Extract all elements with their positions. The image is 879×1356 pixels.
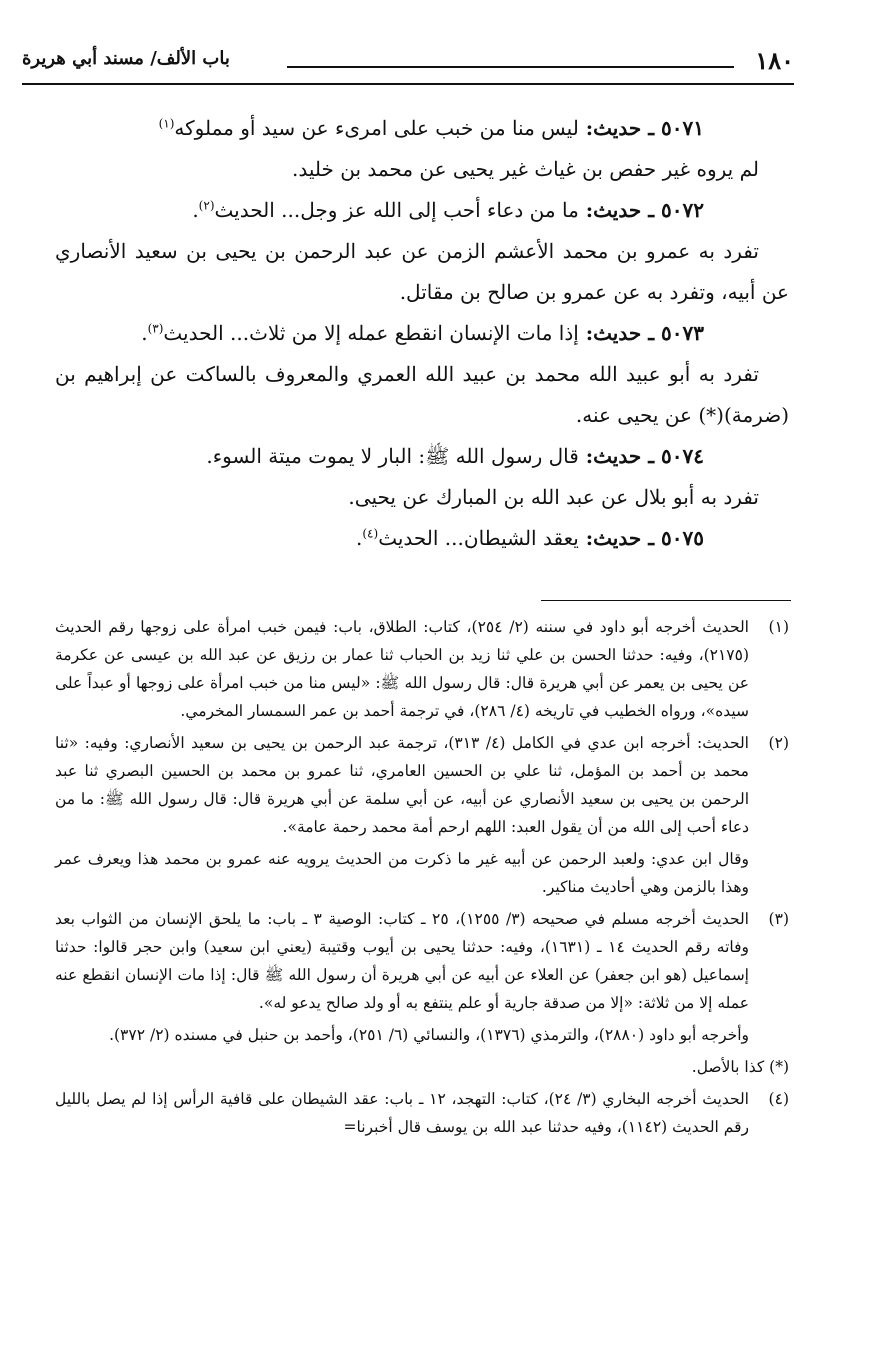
hadith-entry: ٥٠٧٤ ـ حديث: قال رسول الله ﷺ: البار لا يموت ميتة السوء. <box>206 444 704 468</box>
header-line <box>287 66 734 68</box>
footnote-marker: (٤) <box>768 1090 789 1108</box>
footnote-ref: (٢) <box>198 198 215 213</box>
footnote-text: وقال ابن عدي: ولعبد الرحمن عن أبيه غير ما ذكرت من الحديث يرويه عنه عمرو بن محمد هذا ويعرف عمر وهذا بالزمن وهي أحاديث مناكير. <box>55 850 749 896</box>
hadith-entry: ٥٠٧١ ـ حديث: ليس منا من خبب على امرىء عن سيد أو مملوكه$^{(١)}$ <box>158 116 704 140</box>
footnote-item <box>55 905 789 1049</box>
comment-paragraph: لم يروه غير حفص بن غياث غير يحيى عن محمد بن خليد. <box>291 157 759 181</box>
footnote-separator <box>541 600 791 601</box>
hadith-number: ٥٠٧٤ <box>661 444 704 468</box>
footnote-ref: (٤) <box>362 526 379 541</box>
hadith-entry: ٥٠٧٣ ـ حديث: إذا مات الإنسان انقطع عمله إلا من ثلاث... الحديث$^{(٣)}$. <box>141 321 704 345</box>
hadith-text: يعقد الشيطان... الحديث <box>378 526 579 550</box>
hadith-label: حديث <box>593 116 642 140</box>
hadith-label: حديث <box>593 444 642 468</box>
footnote-text: الحديث أخرجه أبو داود في سننه (٢/ ٢٥٤)، كتاب: الطلاق، باب: فيمن خبب امرأة على زوجها رقم الحديث (٢١٧٥)، وفيه: حدثنا الحسن بن علي ثنا زيد بن الحباب ثنا عمار بن رزيق عن عبد الله بن عيسى عن عكرمة عن يحيى بن يعمر عن أبي هريرة قال: قال رسول الله ﷺ: «ليس منا من خبب امرأة على زوجها أو عبداً على سيده»، ورواه الخطيب في تاريخه (٤/ ٢٨٦)، في ترجمة أحمد بن عمر السمسار المخرمي. <box>55 618 749 720</box>
page-number: ١٨٠ <box>755 46 794 75</box>
comment-paragraph: تفرد به عمرو بن محمد الأعشم الزمن عن عبد الرحمن بن يحيى بن سعيد الأنصاري عن أبيه، وتفرد به عن عمرو بن صالح بن مقاتل. <box>55 239 789 304</box>
hadith-entry: ٥٠٧٥ ـ حديث: يعقد الشيطان... الحديث$^{(٤)}$. <box>356 526 704 550</box>
footnote-item <box>55 729 789 901</box>
hadith-number: ٥٠٧٣ <box>661 321 704 345</box>
footnote-marker: (١) <box>768 618 789 636</box>
hadith-label: حديث <box>593 321 642 345</box>
footnote-text: الحديث: أخرجه ابن عدي في الكامل (٤/ ٣١٣)، ترجمة عبد الرحمن بن يحيى بن سعيد الأنصاري: وفيه: «ثنا محمد بن أحمد بن المؤمل، ثنا علي بن الحسين العامري، ثنا عمرو بن محمد بن الحسين البصري ثنا عبد الرحمن بن يحيى بن سعيد الأنصاري عن أبيه، عن أبي سلمة عن أبي هريرة قال: قال رسول الله ﷺ: ما من دعاء أحب إلى الله من أن يقول العبد: اللهم ارحم أمة محمد رحمة عامة». <box>55 734 749 836</box>
footnote-item <box>55 1053 789 1081</box>
hadith-number: ٥٠٧٥ <box>661 526 704 550</box>
footnote-marker: (٢) <box>768 734 789 752</box>
comment-paragraph: تفرد به أبو بلال عن عبد الله بن المبارك عن يحيى. <box>348 485 759 509</box>
footnote-ref: (١) <box>158 116 175 131</box>
header-rule <box>22 83 794 85</box>
hadith-entry: ٥٠٧٢ ـ حديث: ما من دعاء أحب إلى الله عز وجل... الحديث$^{(٢)}$. <box>192 198 704 222</box>
footnote-text: (*) كذا بالأصل. <box>691 1058 789 1076</box>
footnote-item <box>55 613 789 725</box>
hadith-text: ما من دعاء أحب إلى الله عز وجل... الحديث <box>214 198 579 222</box>
footnote-text: الحديث أخرجه البخاري (٣/ ٢٤)، كتاب: التهجد، ١٢ ـ باب: عقد الشيطان على قافية الرأس إذا لم يصل بالليل رقم الحديث (١١٤٢)، وفيه حدثنا عبد الله بن يوسف قال أخبرنا= <box>55 1090 749 1136</box>
footnotes <box>55 613 789 1145</box>
hadith-text: إذا مات الإنسان انقطع عمله إلا من ثلاث... الحديث <box>163 321 579 345</box>
hadith-label: حديث <box>593 198 642 222</box>
hadith-text: ليس منا من خبب على امرىء عن سيد أو مملوكه <box>174 116 579 140</box>
comment-paragraph: تفرد به أبو عبيد الله محمد بن عبيد الله العمري والمعروف بالساكت عن إبراهيم بن (ضرمة)(*) عن يحيى عنه. <box>55 362 789 427</box>
footnote-text: الحديث أخرجه مسلم في صحيحه (٣/ ١٢٥٥)، ٢٥ ـ كتاب: الوصية ٣ ـ باب: ما يلحق الإنسان من الثواب بعد وفاته رقم الحديث ١٤ ـ (١٦٣١)، وفيه: حدثنا يحيى بن أيوب وقتيبة (يعني ابن سعيد) وابن حجر قالوا: حدثنا إسماعيل (هو ابن جعفر) عن العلاء عن أبيه عن أبي هريرة أن رسول الله ﷺ قال: إذا مات الإنسان انقطع عنه عمله إلا من ثلاثة: «إلا من صدقة جارية أو علم ينتفع به أو ولد صالح يدعو له». <box>55 910 750 1012</box>
hadith-text: قال رسول الله ﷺ: البار لا يموت ميتة السوء. <box>206 444 579 468</box>
footnote-ref: (٣) <box>147 321 164 336</box>
hadith-label: حديث <box>593 526 642 550</box>
footnote-text: وأخرجه أبو داود (٢٨٨٠)، والترمذي (١٣٧٦)، والنسائي (٦/ ٢٥١)، وأحمد بن حنبل في مسنده (٢/ ٣٧٢). <box>109 1026 749 1044</box>
main-text <box>55 108 789 559</box>
hadith-number: ٥٠٧٢ <box>661 198 704 222</box>
footnote-item <box>55 1085 789 1141</box>
footnote-marker: (٣) <box>768 910 789 928</box>
running-title: باب الألف/ مسند أبي هريرة <box>22 48 230 69</box>
hadith-number: ٥٠٧١ <box>661 116 704 140</box>
page-header <box>22 40 794 80</box>
